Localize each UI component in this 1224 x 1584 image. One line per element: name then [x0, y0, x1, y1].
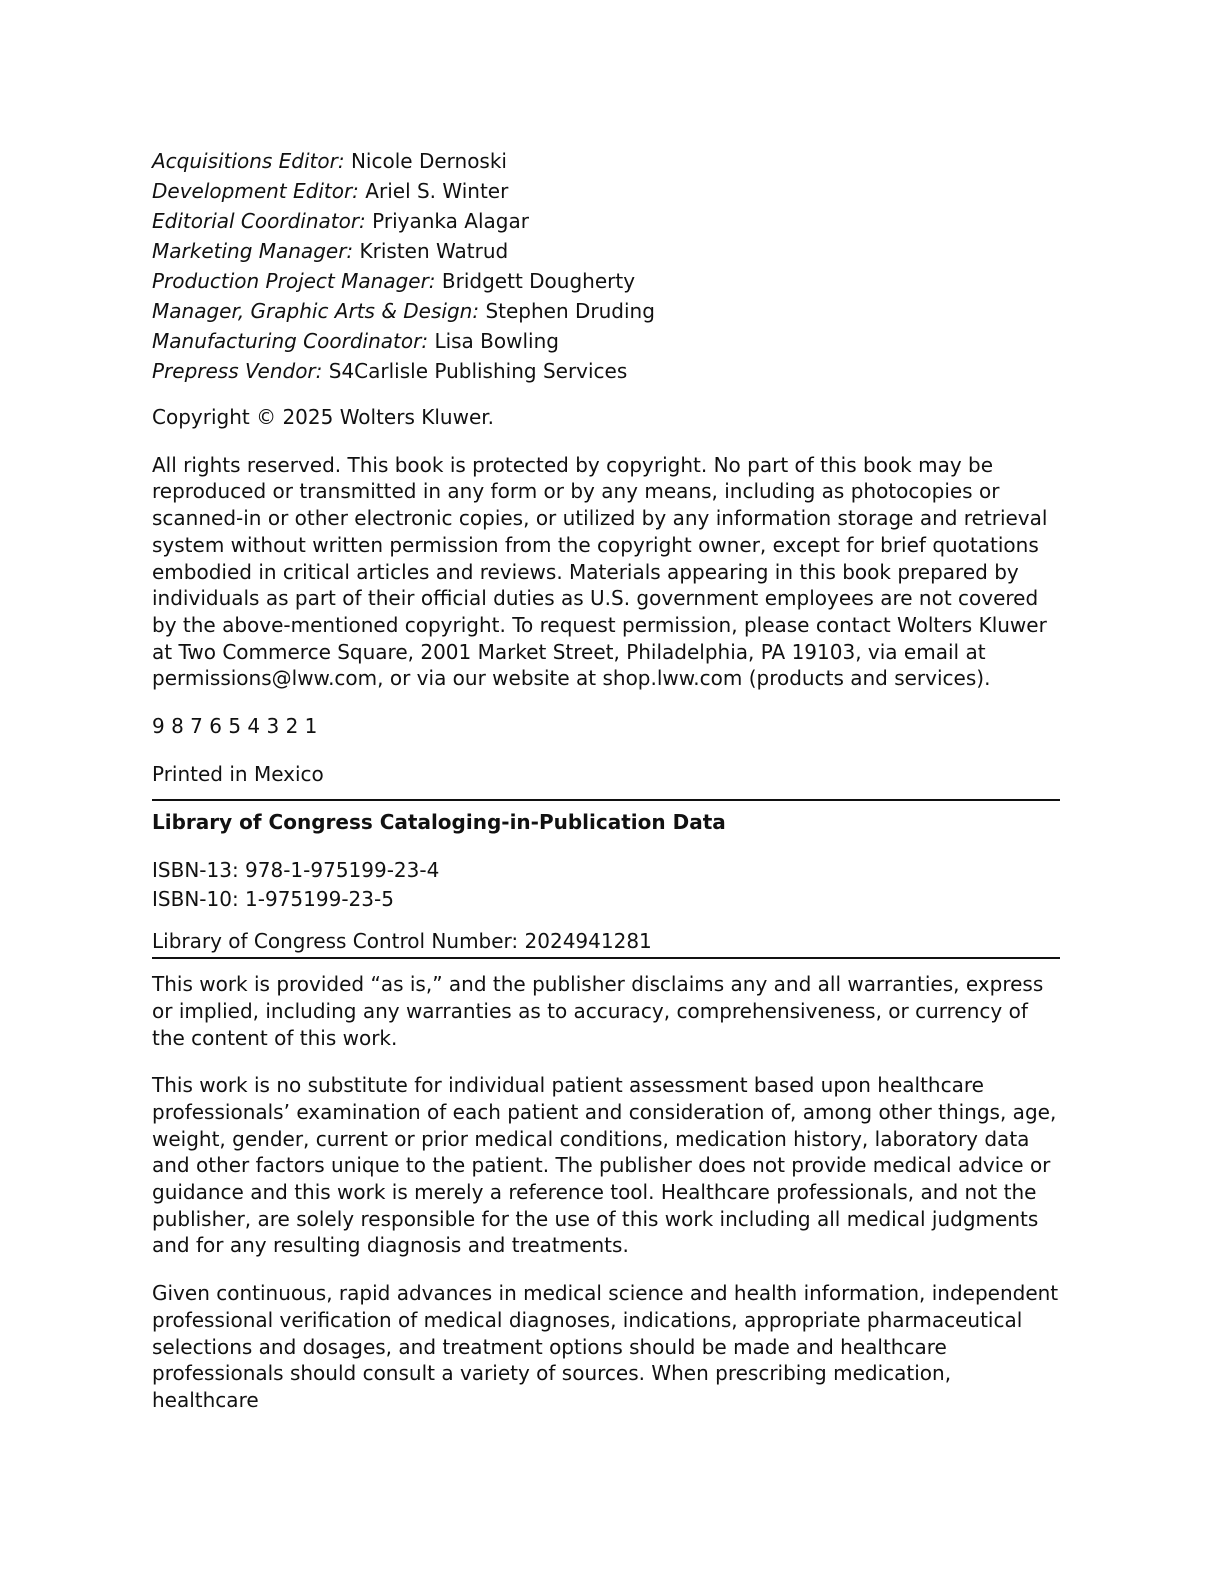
lccn: Library of Congress Control Number: 2024941281	[152, 929, 652, 954]
isbn-10: ISBN-10: 1-975199-23-5	[152, 887, 394, 912]
isbn-13: ISBN-13: 978-1-975199-23-4	[152, 858, 440, 883]
bottom-divider	[152, 957, 1060, 959]
credit-line	[152, 296, 1060, 326]
credit-line	[152, 356, 1060, 386]
credit-role: Manufacturing Coordinator:	[152, 329, 429, 353]
disclaimer-paragraph: This work is no substitute for individual patient assessment based upon healthcare professionals’ examination of each patient and consideration of, among other things, age, weight, gender, current or prior medical conditions, medication history, laboratory data and other factors unique to the patient. The publisher does not provide medical advice or guidance and this work is merely a reference tool. Healthcare professionals, and not the publisher, are solely responsible for the use of this work including all medical judgments and for any resulting diagnosis and treatments.	[152, 1073, 1057, 1258]
credit-line	[152, 176, 1060, 206]
credit-line	[152, 146, 1060, 176]
credit-role: Marketing Manager:	[152, 239, 354, 263]
credit-line	[152, 236, 1060, 266]
rights-paragraph: All rights reserved. This book is protected by copyright. No part of this book may be reproduced or transmitted in any form or by any means, including as photocopies or scanned-in or other electronic copies, or utilized by any information storage and retrieval system without written permission from the copyright owner, except for brief quotations embodied in critical articles and reviews. Materials appearing in this book prepared by individuals as part of their official duties as U.S. government employees are not covered by the above-mentioned copyright. To request permission, please contact Wolters Kluwer at Two Commerce Square, 2001 Market Street, Philadelphia, PA 19103, via email at permissions@lww.com, or via our website at shop.lww.com (products and services).	[152, 452, 1048, 691]
cip-heading: Library of Congress Cataloging-in-Publication Data	[152, 810, 726, 835]
credit-name: Bridgett Dougherty	[441, 269, 636, 293]
credit-role: Manager, Graphic Arts & Design:	[152, 299, 480, 323]
print-line: 9 8 7 6 5 4 3 2 1	[152, 714, 318, 739]
credit-name: Priyanka Alagar	[372, 209, 529, 233]
credit-line	[152, 206, 1060, 236]
copyright-page	[152, 146, 1060, 1414]
credit-role: Prepress Vendor:	[152, 359, 323, 383]
credit-name: S4Carlisle Publishing Services	[328, 359, 628, 383]
credits-list	[152, 146, 1060, 386]
top-divider	[152, 799, 1060, 801]
copyright-notice: Copyright © 2025 Wolters Kluwer.	[152, 405, 494, 429]
disclaimer-paragraph: This work is provided “as is,” and the publisher disclaims any and all warranties, express or implied, including any warranties as to accuracy, comprehensiveness, or currency of the content of this work.	[152, 972, 1044, 1050]
credit-name: Lisa Bowling	[434, 329, 559, 353]
credit-line	[152, 326, 1060, 356]
credit-role: Editorial Coordinator:	[152, 209, 366, 233]
credit-role: Development Editor:	[152, 179, 359, 203]
credit-name: Nicole Dernoski	[350, 149, 507, 173]
credit-role: Acquisitions Editor:	[152, 149, 345, 173]
credit-role: Production Project Manager:	[152, 269, 436, 293]
disclaimer-paragraph: Given continuous, rapid advances in medical science and health information, independent professional verification of medical diagnoses, indications, appropriate pharmaceutical selections and dosages, and treatment options should be made and healthcare professionals should consult a variety of sources. When prescribing medication, healthcare	[152, 1281, 1059, 1412]
credit-name: Ariel S. Winter	[365, 179, 509, 203]
credit-name: Stephen Druding	[485, 299, 655, 323]
credit-name: Kristen Watrud	[359, 239, 509, 263]
printed-in: Printed in Mexico	[152, 761, 324, 786]
credit-line	[152, 266, 1060, 296]
